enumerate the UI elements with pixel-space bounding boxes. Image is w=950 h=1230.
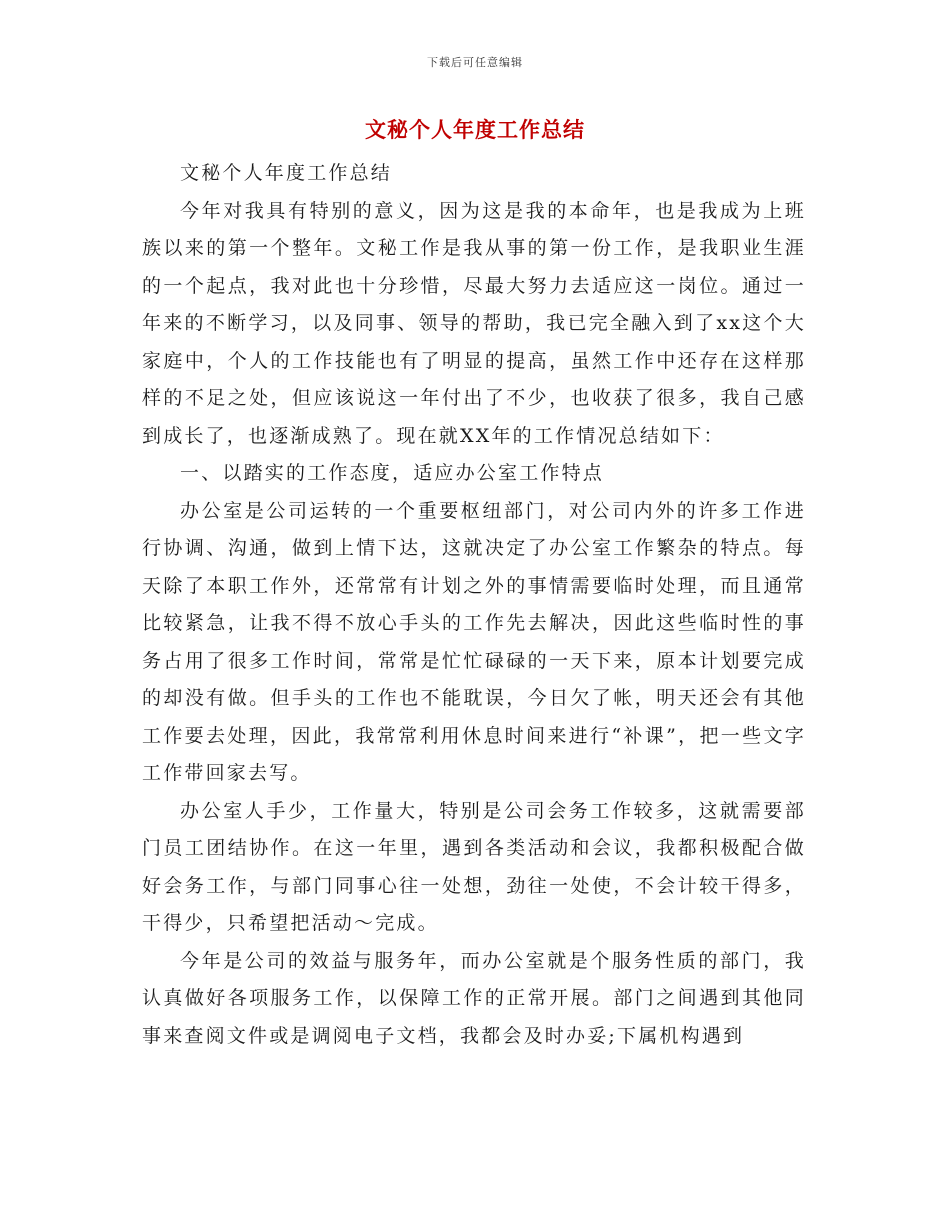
paragraph: 今年是公司的效益与服务年，而办公室就是个服务性质的部门，我认真做好各项服务工作，以保障工作的正常开展。部门之间遇到其他同事来查阅文件或是调阅电子文档，我都会及时办妥;下属机构遇到 xyxy=(142,949,806,1047)
paragraph: 办公室是公司运转的一个重要枢纽部门，对公司内外的许多工作进行协调、沟通，做到上情下达，这就决定了办公室工作繁杂的特点。每天除了本职工作外，还常常有计划之外的事情需要临时处理，而且通常比较紧急，让我不得不放心手头的工作先去解决，因此这些临时性的事务占用了很多工作时间，常常是忙忙碌碌的一天下来，原本计划要完成的却没有做。但手头的工作也不能耽误，今日欠了帐，明天还会有其他工作要去处理，因此，我常常利用休息时间来进行“补课”，把一些文字工作带回家去写。 xyxy=(142,499,806,784)
page-header: 下载后可任意编辑 xyxy=(427,56,523,69)
paragraph: 办公室人手少，工作量大，特别是公司会务工作较多，这就需要部门员工团结协作。在这一年里，遇到各类活动和会议，我都积极配合做好会务工作，与部门同事心往一处想，劲往一处使，不会计较干得多，干得少，只希望把活动～完成。 xyxy=(142,799,806,934)
document-body xyxy=(142,155,806,1055)
paragraph: 今年对我具有特别的意义，因为这是我的本命年，也是我成为上班族以来的第一个整年。文秘工作是我从事的第一份工作，是我职业生涯的一个起点，我对此也十分珍惜，尽最大努力去适应这一岗位。通过一年来的不断学习，以及同事、领导的帮助，我已完全融入到了xx这个大家庭中，个人的工作技能也有了明显的提高，虽然工作中还存在这样那样的不足之处，但应该说这一年付出了不少，也收获了很多，我自己感到成长了，也逐渐成熟了。现在就XX年的工作情况总结如下： xyxy=(142,199,806,447)
document-title: 文秘个人年度工作总结 xyxy=(365,117,585,142)
section-heading: 一、以踏实的工作态度，适应办公室工作特点 xyxy=(180,462,605,484)
paragraph-subtitle: 文秘个人年度工作总结 xyxy=(180,162,393,184)
